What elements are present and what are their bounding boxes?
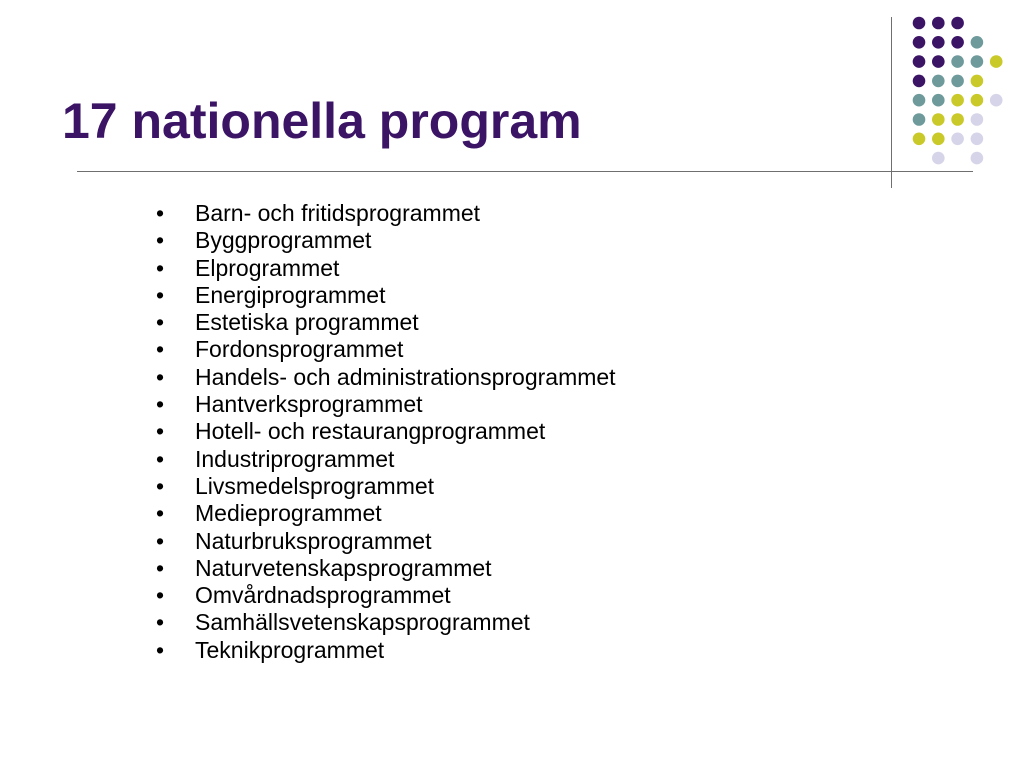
program-name: Samhällsvetenskapsprogrammet <box>195 609 530 636</box>
program-item <box>156 473 616 500</box>
bullet-icon: • <box>156 336 165 363</box>
bullet-icon: • <box>156 527 165 554</box>
program-name: Hotell- och restaurangprogrammet <box>195 418 546 445</box>
bullet-icon: • <box>156 281 165 308</box>
program-name: Teknikprogrammet <box>195 636 385 663</box>
program-item <box>156 637 616 664</box>
program-name: Energiprogrammet <box>195 281 386 308</box>
decorative-dot <box>932 94 945 107</box>
bullet-icon: • <box>156 554 165 581</box>
bullet-icon: • <box>156 472 165 499</box>
horizontal-divider <box>77 171 973 172</box>
decorative-dot <box>932 133 945 146</box>
program-item <box>156 609 616 636</box>
slide-title: 17 nationella program <box>62 93 582 149</box>
decorative-dot <box>990 55 1003 68</box>
program-item <box>156 446 616 473</box>
program-name: Industriprogrammet <box>195 445 395 472</box>
decorative-dot <box>951 94 964 107</box>
bullet-icon: • <box>156 445 165 472</box>
decorative-dot <box>932 55 945 68</box>
program-name: Naturbruksprogrammet <box>195 527 432 554</box>
program-item <box>156 309 616 336</box>
decorative-dot <box>971 133 984 146</box>
bullet-icon: • <box>156 500 165 527</box>
program-name: Handels- och administrationsprogrammet <box>195 363 616 390</box>
program-item <box>156 555 616 582</box>
decorative-dot <box>913 55 926 68</box>
decorative-dot <box>932 36 945 49</box>
decorative-dot <box>990 94 1003 107</box>
decorative-dot <box>913 75 926 88</box>
program-item <box>156 500 616 527</box>
program-name: Omvårdnadsprogrammet <box>195 582 451 609</box>
decorative-dot <box>951 36 964 49</box>
bullet-icon: • <box>156 363 165 390</box>
program-item <box>156 418 616 445</box>
bullet-icon: • <box>156 391 165 418</box>
bullet-icon: • <box>156 254 165 281</box>
decorative-dot <box>932 113 945 126</box>
bullet-icon: • <box>156 309 165 336</box>
program-name: Medieprogrammet <box>195 500 382 527</box>
bullet-icon: • <box>156 200 165 226</box>
bullet-icon: • <box>156 582 165 609</box>
decorative-dot <box>913 94 926 107</box>
program-name: Estetiska programmet <box>195 309 419 336</box>
program-list <box>156 200 616 664</box>
decorative-dot <box>971 94 984 107</box>
program-item <box>156 528 616 555</box>
program-name: Barn- och fritidsprogrammet <box>195 200 481 226</box>
decorative-dot <box>913 133 926 146</box>
program-item <box>156 255 616 282</box>
decorative-dot <box>913 17 926 30</box>
decorative-dot <box>971 36 984 49</box>
decorative-dot <box>951 55 964 68</box>
program-item <box>156 227 616 254</box>
decorative-dot <box>932 75 945 88</box>
decorative-dot <box>913 36 926 49</box>
program-name: Naturvetenskapsprogrammet <box>195 554 492 581</box>
bullet-icon: • <box>156 227 165 254</box>
program-item <box>156 200 616 227</box>
vertical-divider <box>891 17 892 188</box>
bullet-icon: • <box>156 636 165 663</box>
decorative-dot <box>971 113 984 126</box>
program-name: Fordonsprogrammet <box>195 336 404 363</box>
bullet-icon: • <box>156 609 165 636</box>
program-name: Elprogrammet <box>195 254 340 281</box>
bullet-icon: • <box>156 418 165 445</box>
decorative-dot <box>971 152 984 165</box>
decorative-dot <box>932 17 945 30</box>
program-item <box>156 282 616 309</box>
decorative-dot <box>971 75 984 88</box>
program-item <box>156 391 616 418</box>
program-name: Hantverksprogrammet <box>195 391 423 418</box>
program-name: Livsmedelsprogrammet <box>195 472 435 499</box>
program-item <box>156 336 616 363</box>
decorative-dot <box>951 133 964 146</box>
program-item <box>156 364 616 391</box>
decorative-dot <box>951 17 964 30</box>
decorative-dot <box>932 152 945 165</box>
decorative-dot <box>951 113 964 126</box>
decorative-dot <box>951 75 964 88</box>
program-name: Byggprogrammet <box>195 227 372 254</box>
decorative-dot <box>971 55 984 68</box>
program-item <box>156 582 616 609</box>
decorative-dot <box>913 113 926 126</box>
